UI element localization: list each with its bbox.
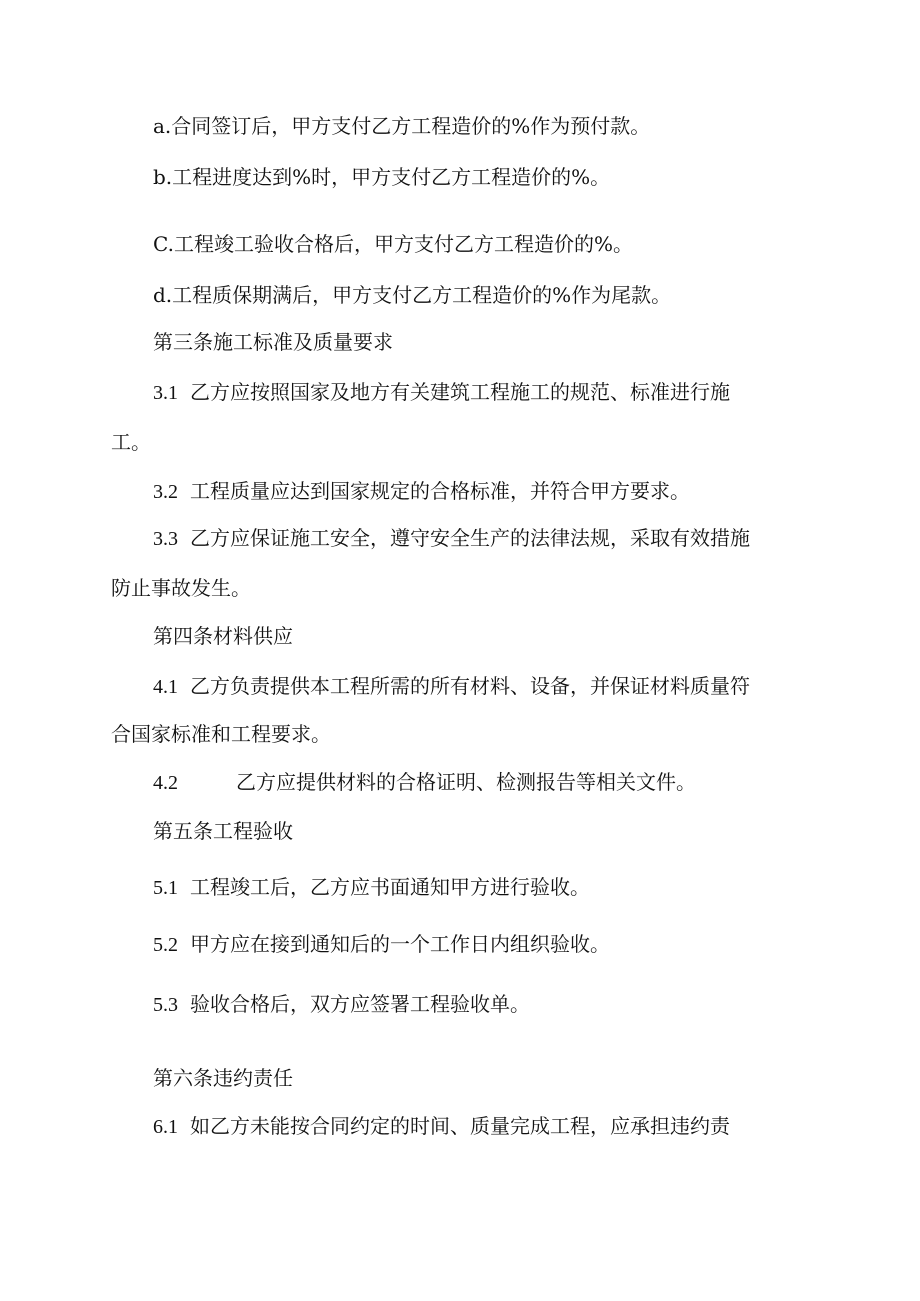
- clause-3-2-text: 工程质量应达到国家规定的合格标准，并符合甲方要求。: [190, 479, 690, 503]
- clause-4-1-text: 乙方负责提供本工程所需的所有材料、设备，并保证材料质量符: [190, 674, 750, 698]
- clause-5-2-text: 甲方应在接到通知后的一个工作日内组织验收。: [190, 932, 610, 956]
- clause-5-3-text: 验收合格后，双方应签署工程验收单。: [190, 992, 530, 1016]
- clause-3-3-continuation: 防止事故发生。: [111, 576, 251, 600]
- clause-5-1: [153, 873, 590, 902]
- clause-5-2-number: 5.2: [153, 934, 178, 956]
- clause-3-3-text: 乙方应保证施工安全，遵守安全生产的法律法规，采取有效措施: [190, 526, 750, 550]
- clause-5-1-number: 5.1: [153, 877, 178, 899]
- payment-clause-b: b.工程进度达到%时，甲方支付乙方工程造价的%。: [153, 165, 611, 189]
- clause-5-3: [153, 990, 530, 1019]
- clause-5-2: [153, 930, 610, 959]
- clause-3-1-text: 乙方应按照国家及地方有关建筑工程施工的规范、标准进行施: [190, 380, 730, 404]
- article-3-title: 第三条施工标准及质量要求: [153, 330, 393, 354]
- clause-4-2: [153, 768, 696, 797]
- payment-clause-d: d.工程质保期满后，甲方支付乙方工程造价的%作为尾款。: [153, 283, 672, 307]
- payment-clause-c: C.工程竣工验收合格后，甲方支付乙方工程造价的%。: [153, 232, 633, 256]
- clause-3-2-number: 3.2: [153, 481, 178, 503]
- clause-6-1-number: 6.1: [153, 1116, 178, 1138]
- clause-4-1-number: 4.1: [153, 676, 178, 698]
- clause-5-3-number: 5.3: [153, 994, 178, 1016]
- clause-3-1-number: 3.1: [153, 382, 178, 404]
- clause-4-1-continuation: 合国家标准和工程要求。: [111, 722, 331, 746]
- clause-3-3: [153, 524, 750, 553]
- clause-3-1: [153, 378, 730, 407]
- clause-4-1: [153, 672, 750, 701]
- clause-3-2: [153, 477, 690, 506]
- clause-3-1-continuation: 工。: [111, 430, 151, 454]
- article-5-title: 第五条工程验收: [153, 819, 293, 843]
- clause-6-1-text: 如乙方未能按合同约定的时间、质量完成工程，应承担违约责: [190, 1114, 730, 1138]
- clause-3-3-number: 3.3: [153, 528, 178, 550]
- article-6-title: 第六条违约责任: [153, 1066, 293, 1090]
- payment-clause-a: a.合同签订后，甲方支付乙方工程造价的%作为预付款。: [153, 114, 651, 138]
- clause-5-1-text: 工程竣工后，乙方应书面通知甲方进行验收。: [190, 875, 590, 899]
- clause-4-2-text: 乙方应提供材料的合格证明、检测报告等相关文件。: [236, 770, 696, 794]
- clause-6-1: [153, 1112, 730, 1141]
- clause-4-2-number: 4.2: [153, 772, 178, 794]
- article-4-title: 第四条材料供应: [153, 624, 293, 648]
